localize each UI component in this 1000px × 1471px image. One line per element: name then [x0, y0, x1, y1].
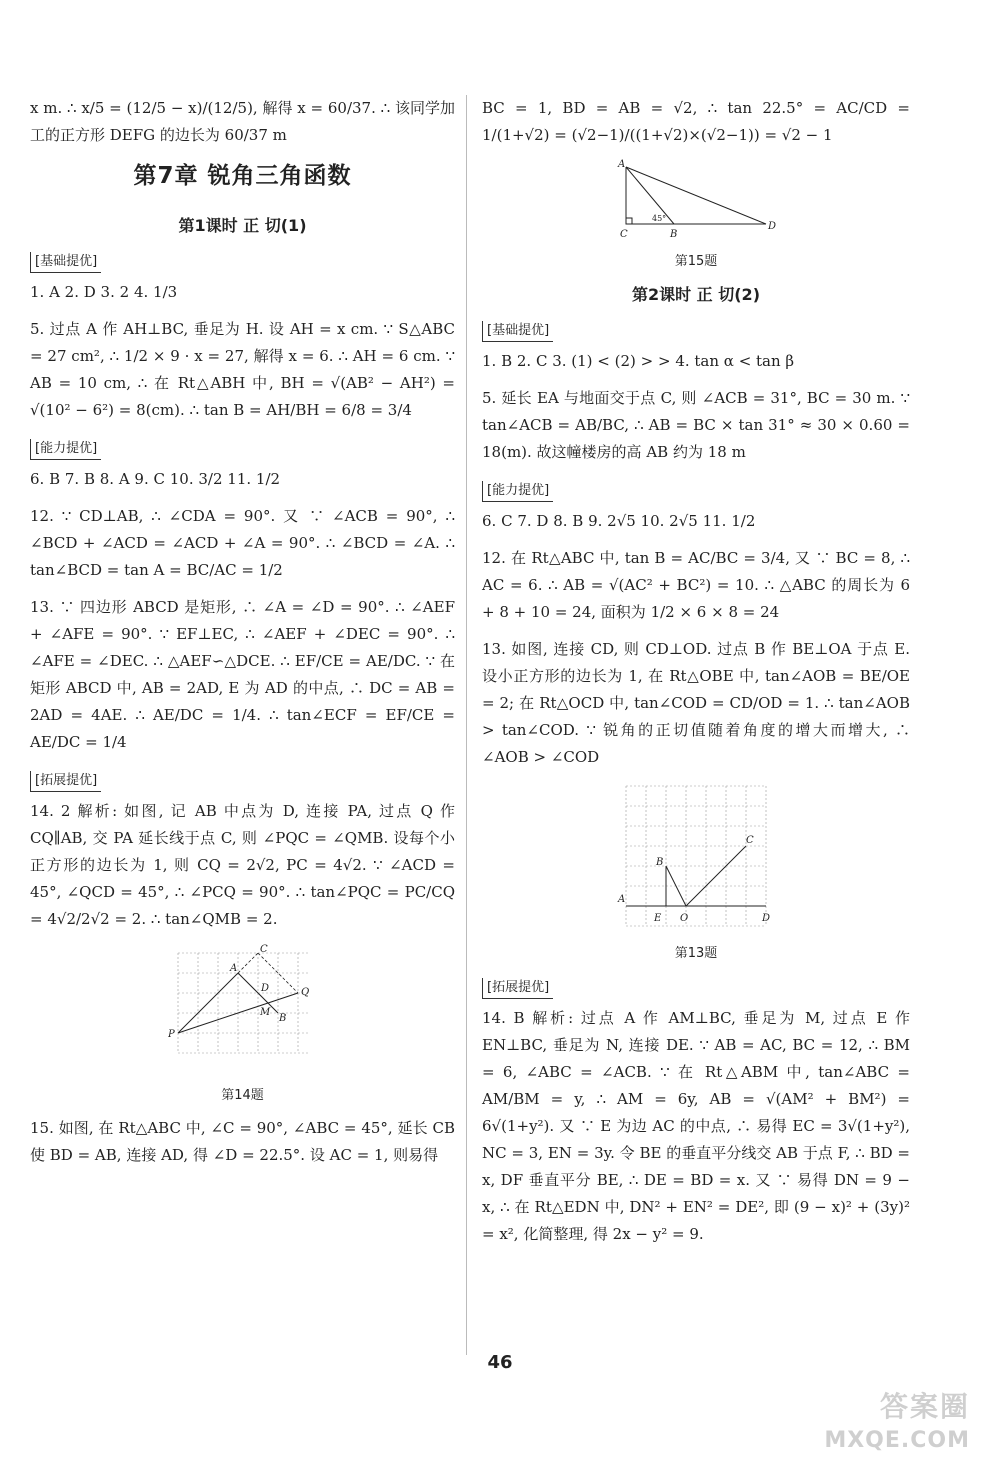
column-divider: [466, 95, 467, 1355]
left-column: [30, 95, 455, 1179]
fig15-label-A: A: [618, 159, 626, 170]
figure-14-caption: 第14题: [221, 1088, 264, 1103]
answer2-ability-12: 12. 在 Rt△ABC 中, tan B = AC/BC = 3/4, 又 ∵ BC = 8, ∴ AC = 6. ∴ AB = √(AC² + BC²) = 10. ∴ △ABC 的周长为 6 + 8 + 10 = 24, 面积为 1/2 × 6 × 8 = 24: [482, 549, 910, 621]
section-tag-ability: [能力提优]: [30, 439, 101, 460]
fig13-label-E: E: [654, 913, 662, 924]
chapter-title: 第7章 锐角三角函数: [133, 163, 352, 189]
answer-ability-13: 13. ∵ 四边形 ABCD 是矩形, ∴ ∠A = ∠D = 90°. ∴ ∠AEF + ∠AFE = 90°. ∵ EF⊥EC, ∴ ∠AEF + ∠DEC = 90°. ∴ ∠AFE = ∠DEC. ∴ △AEF∽△DCE. ∴ EF/CE = AE/DC. ∵ 在矩形 ABCD 中, AB = 2AD, E 为 AD 的中点, ∴ DC = AB = 2AD = 4AE. ∴ AE/DC = 1/4. ∴ tan∠ECF = EF/CE = AE/DC = 1/4: [30, 598, 455, 751]
answer-15-continued: BC = 1, BD = AB = √2, ∴ tan 22.5° = AC/CD = 1/(1+√2) = (√2−1)/((1+√2)×(√2−1)) = √2 − 1: [482, 99, 910, 144]
figure-13-graphic: [616, 781, 776, 931]
figure-14: [30, 943, 455, 1109]
answer-basic-1: 1. A 2. D 3. 2 4. 1/3: [30, 283, 178, 301]
figure-13-caption: 第13题: [674, 946, 718, 961]
fig15-label-B: B: [670, 229, 678, 239]
intro-paragraph: x m. ∴ x/5 = (12/5 − x)/(12/5), 解得 x = 60/37. ∴ 该同学加工的正方形 DEFG 的边长为 60/37 m: [30, 99, 455, 144]
section-tag-basic: [基础提优]: [30, 252, 101, 273]
section-tag-basic-2: [基础提优]: [482, 321, 553, 342]
answer-extend-14: 14. 2 解析: 如图, 记 AB 中点为 D, 连接 PA, 过点 Q 作 CQ∥AB, 交 PA 延长线于点 C, 则 ∠PQC = ∠QMB. 设每个小正方形的边长为 1, 则 CQ = 2√2, PC = 4√2. ∵ ∠ACD = 45°, ∠QCD = 45°, ∴ ∠PCQ = 90°. ∴ tan∠PQC = PC/CQ = 4√2/2√2 = 2. ∴ tan∠QMB = 2.: [30, 802, 455, 928]
fig15-label-C: C: [620, 229, 628, 239]
fig14-label-M: M: [259, 1007, 270, 1018]
fig14-label-C: C: [259, 944, 268, 955]
fig13-label-D: D: [762, 913, 771, 924]
fig13-label-O: O: [680, 913, 689, 924]
figure-15-caption: 第15题: [674, 254, 718, 269]
fig13-label-C: C: [746, 835, 754, 846]
right-column: [482, 95, 910, 1258]
answer2-ability-13: 13. 如图, 连接 CD, 则 CD⊥OD. 过点 B 作 BE⊥OA 于点 E. 设小正方形的边长为 1, 在 Rt△OBE 中, tan∠AOB = BE/OE = 2; 在 Rt△OCD 中, tan∠COD = CD/OD = 1. ∴ tan∠AOB > tan∠COD. ∵ 锐角的正切值随着角度的增大而增大, ∴ ∠AOB > ∠COD: [482, 640, 910, 766]
figure-15: [482, 159, 910, 275]
answer2-ability-6: 6. C 7. D 8. B 9. 2√5 10. 2√5 11. 1/2: [482, 512, 756, 530]
section-tag-ability-2: [能力提优]: [482, 481, 553, 502]
page-number: 46: [487, 1352, 513, 1373]
section-tag-extend-2: [拓展提优]: [482, 978, 553, 999]
answer2-basic-5: 5. 延长 EA 与地面交于点 C, 则 ∠ACB = 31°, BC = 30 m. ∵ tan∠ACB = AB/BC, ∴ AB = BC × tan 31° ≈ 30 × 0.60 = 18(m). 故这幢楼房的高 AB 约为 18 m: [482, 389, 910, 461]
answer2-extend-14: 14. B 解析: 过点 A 作 AM⊥BC, 垂足为 M, 过点 E 作 EN⊥BC, 垂足为 N, 连接 DE. ∵ AB = AC, BC = 12, ∴ BM = 6, ∠ABC = ∠ACB. ∵ 在 Rt△ABM 中, tan∠ABC = AM/BM = y, ∴ AM = 6y, AB = √(AM² + BM²) = 6√(1+y²). 又 ∵ E 为边 AC 的中点, ∴ 易得 EC = 3√(1+y²), NC = 3, EN = 3y. 令 BE 的垂直平分线交 AB 于点 F, ∴ BD = x, DF 垂直平分 BE, ∴ DE = BD = x. 又 ∵ 易得 DN = 9 − x, ∴ 在 Rt△EDN 中, DN² + EN² = DE², 即 (9 − x)² + (3y)² = x², 化简整理, 得 2x − y² = 9.: [482, 1009, 910, 1243]
answer2-basic-1: 1. B 2. C 3. (1) < (2) > > 4. tan α < tan β: [482, 352, 795, 370]
fig15-label-D: D: [768, 221, 777, 232]
figure-13: [482, 781, 910, 967]
fig13-label-B: B: [656, 857, 664, 868]
lesson-title-1: 第1课时 正 切(1): [178, 216, 307, 235]
answer-extend-15: 15. 如图, 在 Rt△ABC 中, ∠C = 90°, ∠ABC = 45°, 延长 CB 使 BD = AB, 连接 AD, 得 ∠D = 22.5°. 设 AC = 1, 则易得: [30, 1119, 455, 1164]
answer-ability-6: 6. B 7. B 8. A 9. C 10. 3/2 11. 1/2: [30, 470, 281, 488]
answer-ability-12: 12. ∵ CD⊥AB, ∴ ∠CDA = 90°. 又 ∵ ∠ACB = 90°, ∴ ∠BCD + ∠ACD = ∠ACD + ∠A = 90°. ∴ ∠BCD = ∠A. ∴ tan∠BCD = tan A = BC/AC = 1/2: [30, 507, 455, 579]
fig14-label-D: D: [260, 983, 269, 994]
fig14-label-P: P: [167, 1029, 175, 1040]
figure-14-graphic: [168, 943, 318, 1073]
watermark-logo: 答案圈: [879, 1390, 970, 1423]
figure-15-graphic: [606, 159, 786, 239]
lesson-title-2: 第2课时 正 切(2): [631, 285, 761, 304]
answer-basic-5: 5. 过点 A 作 AH⊥BC, 垂足为 H. 设 AH = x cm. ∵ S△ABC = 27 cm², ∴ 1/2 × 9 · x = 27, 解得 x = 6. ∴ AH = 6 cm. ∵ AB = 10 cm, ∴ 在 Rt△ABH 中, BH = √(AB² − AH²) = √(10² − 6²) = 8(cm). ∴ tan B = AH/BH = 6/8 = 3/4: [30, 320, 455, 419]
fig14-label-B: B: [278, 1013, 286, 1024]
fig14-label-Q: Q: [300, 987, 309, 998]
section-tag-extend: [拓展提优]: [30, 771, 101, 792]
watermark-url: MXQE.COM: [824, 1428, 970, 1453]
fig13-label-A: A: [618, 894, 626, 905]
fig14-label-A: A: [229, 963, 237, 974]
fig15-angle-label: 45°: [652, 214, 667, 223]
